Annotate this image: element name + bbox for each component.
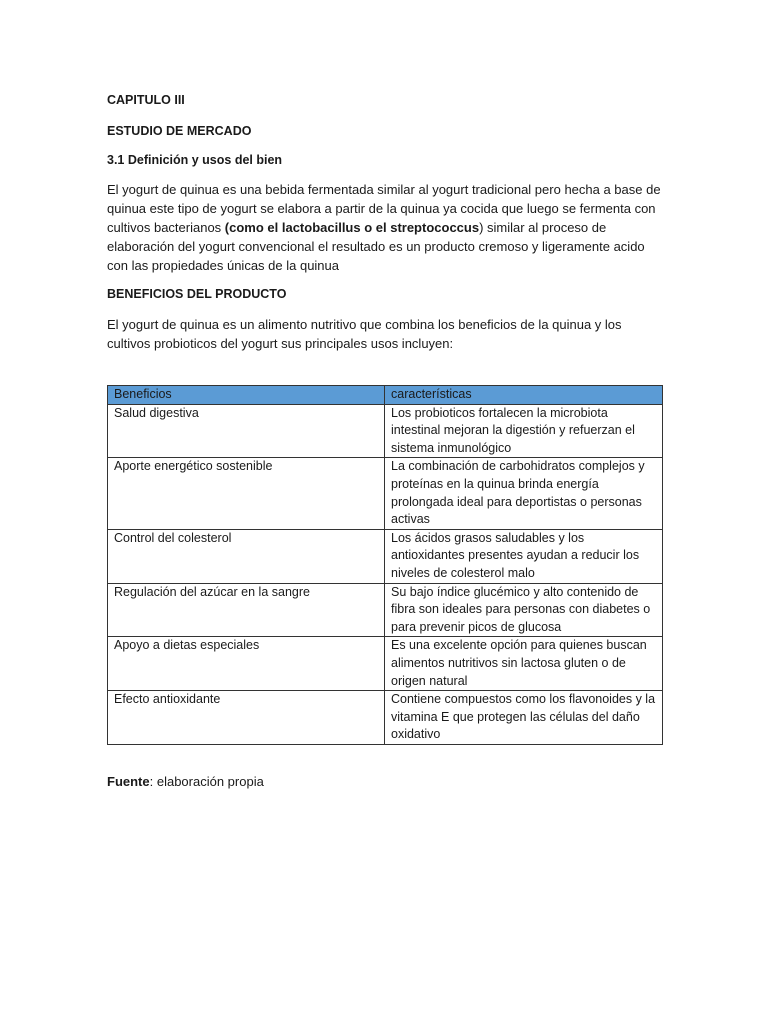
table-cell-characteristic: Los ácidos grasos saludables y los antioxidantes presentes ayudan a reducir los niveles de colesterol malo <box>385 529 663 583</box>
table-header-row <box>108 386 663 405</box>
intro-text-bold: (como el lactobacillus o el streptococcus <box>224 219 480 235</box>
intro-paragraph <box>107 180 661 275</box>
source-note <box>107 773 661 792</box>
table-row <box>108 458 663 529</box>
document-body <box>107 91 661 804</box>
table-cell-characteristic: Es una excelente opción para quienes buscan alimentos nutritivos sin lactosa gluten o de origen natural <box>385 637 663 691</box>
table-cell-benefit: Apoyo a dietas especiales <box>108 637 385 691</box>
table-cell-characteristic: Contiene compuestos como los flavonoides y la vitamina E que protegen las células del daño oxidativo <box>385 691 663 745</box>
table-cell-characteristic: La combinación de carbohidratos complejos y proteínas en la quinua brinda energía prolongada ideal para deportistas o personas activas <box>385 458 663 529</box>
table-row <box>108 637 663 691</box>
table-cell-characteristic: Los probioticos fortalecen la microbiota intestinal mejoran la digestión y refuerzan el sistema inmunológico <box>385 404 663 458</box>
benefits-heading: BENEFICIOS DEL PRODUCTO <box>107 286 287 301</box>
section-title: ESTUDIO DE MERCADO <box>107 123 252 138</box>
chapter-title: CAPITULO III <box>107 93 185 107</box>
table-row <box>108 583 663 637</box>
source-text: : elaboración propia <box>149 773 264 789</box>
table-row <box>108 691 663 745</box>
table-cell-benefit: Aporte energético sostenible <box>108 458 385 529</box>
benefits-intro-paragraph: El yogurt de quinua es un alimento nutritivo que combina los beneficios de la quinua y los cultivos probioticos del yogurt sus principales usos incluyen: <box>107 317 622 351</box>
table-row <box>108 404 663 458</box>
table-body <box>108 404 663 744</box>
benefits-table <box>107 385 663 745</box>
table-cell-benefit: Regulación del azúcar en la sangre <box>108 583 385 637</box>
table-row <box>108 529 663 583</box>
intro-text-part1: El yogurt de quinua es una bebida fermentada similar al yogurt tradicional pero hecha a base de quinua este tipo de yogurt se elabora a partir de la quinua ya cocida que luego se fermenta con cultivos bacterianos <box>107 181 661 235</box>
source-label: Fuente <box>107 773 150 789</box>
table-cell-characteristic: Su bajo índice glucémico y alto contenido de fibra son ideales para personas con diabetes o para prevenir picos de glucosa <box>385 583 663 637</box>
table-header-cell-benefits: Beneficios <box>108 386 385 405</box>
table-cell-benefit: Control del colesterol <box>108 529 385 583</box>
table-cell-benefit: Salud digestiva <box>108 404 385 458</box>
table-cell-benefit: Efecto antioxidante <box>108 691 385 745</box>
intro-text-part2: ) similar al proceso de elaboración del yogurt convencional el resultado es un producto cremoso y ligeramente acido con las propiedades únicas de la quinua <box>107 219 645 273</box>
subsection-title: 3.1 Definición y usos del bien <box>107 153 283 167</box>
table-header-cell-characteristics: características <box>385 386 663 405</box>
